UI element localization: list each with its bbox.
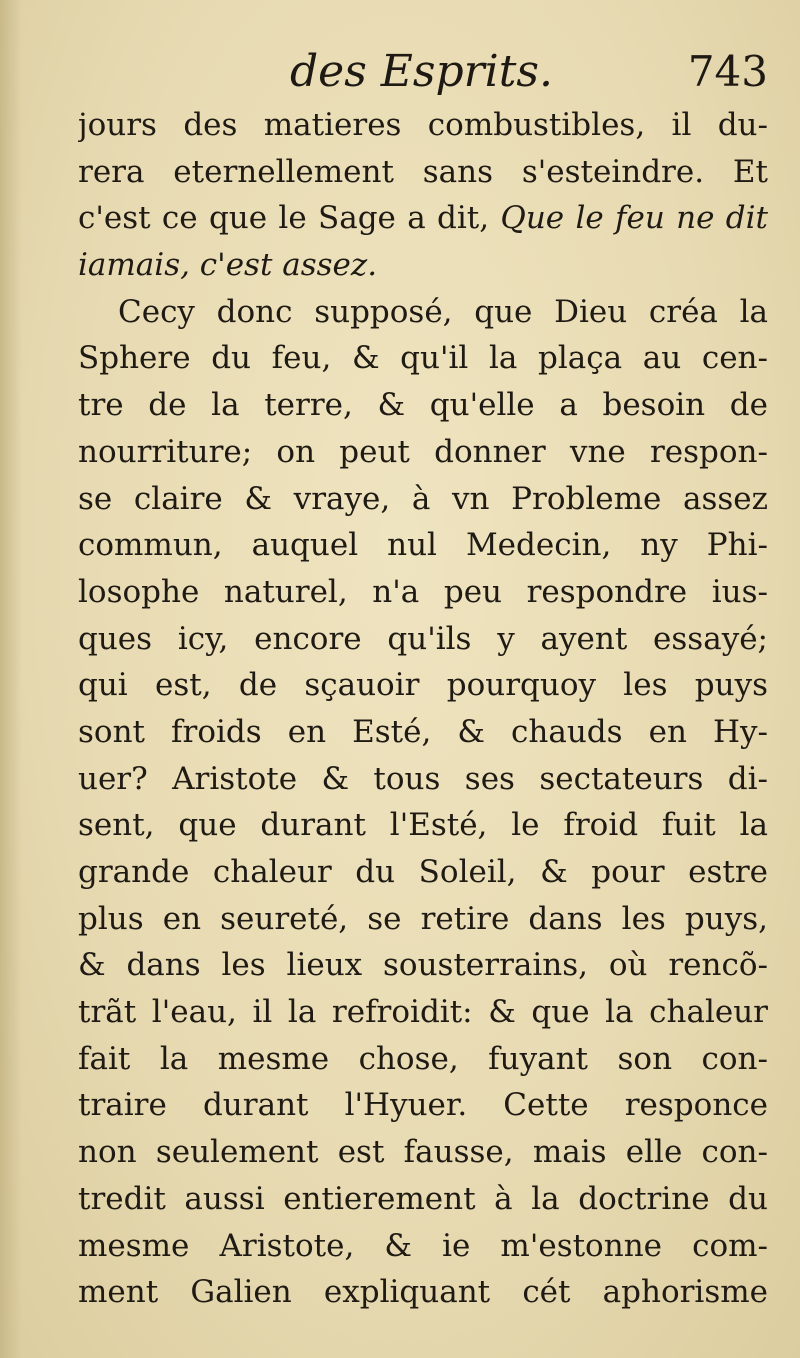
text-line: trãt l'eau, il la refroidit: & que la chaleur [78,994,768,1031]
text-line: grande chaleur du Soleil, & pour estre [78,854,768,890]
running-title: des Esprits. [290,46,553,97]
text-line: tredit aussi entierement à la doctrine du [78,1180,768,1217]
text-line: rera eternellement sans s'esteindre. Et [78,153,768,190]
text-line: ment Galien expliquant cét aphorisme [78,1274,768,1311]
text-line: & dans les lieux sousterrains, où rencõ- [78,947,768,984]
text-line: tre de la terre, & qu'elle a besoin de [78,387,768,424]
text-line: se claire & vraye, à vn Probleme assez [78,480,768,517]
text-line-italic-quote: Que le feu ne dit [500,200,768,237]
text-line-roman: c'est ce que le Sage a dit, [78,200,501,237]
text-line: qui est, de sçauoir pourquoy les puys [78,667,768,704]
text-line: jours des matieres combustibles, il du- [78,107,768,143]
text-line: uer? Aristote & tous ses sectateurs di- [78,760,768,797]
text-line [78,195,768,242]
text-line: sent, que durant l'Esté, le froid fuit la [78,807,768,844]
text-line: sont froids en Esté, & chauds en Hy- [78,713,768,750]
text-line: mesme Aristote, & ie m'estonne com- [78,1227,768,1264]
text-line: ques icy, encore qu'ils y ayent essayé; [78,620,768,657]
text-line: commun, auquel nul Medecin, ny Phi- [78,527,768,564]
page-number: 743 [687,47,768,96]
text-line: iamais, c'est assez. [78,247,378,284]
text-line: Sphere du feu, & qu'il la plaça au cen- [78,340,768,377]
text-line: nourriture; on peut donner vne respon- [78,433,768,470]
body-text [78,102,768,1316]
text-line: traire durant l'Hyuer. Cette responce [78,1087,768,1124]
page-header [0,42,800,102]
text-line: fait la mesme chose, fuyant son con- [78,1040,768,1077]
text-line: Cecy donc supposé, que Dieu créa la [118,293,768,330]
text-line: losophe naturel, n'a peu respondre ius- [78,573,768,610]
text-line: plus en seureté, se retire dans les puys, [78,900,768,937]
text-line: non seulement est fausse, mais elle con- [78,1134,768,1171]
binding-edge-shadow [0,0,22,1358]
